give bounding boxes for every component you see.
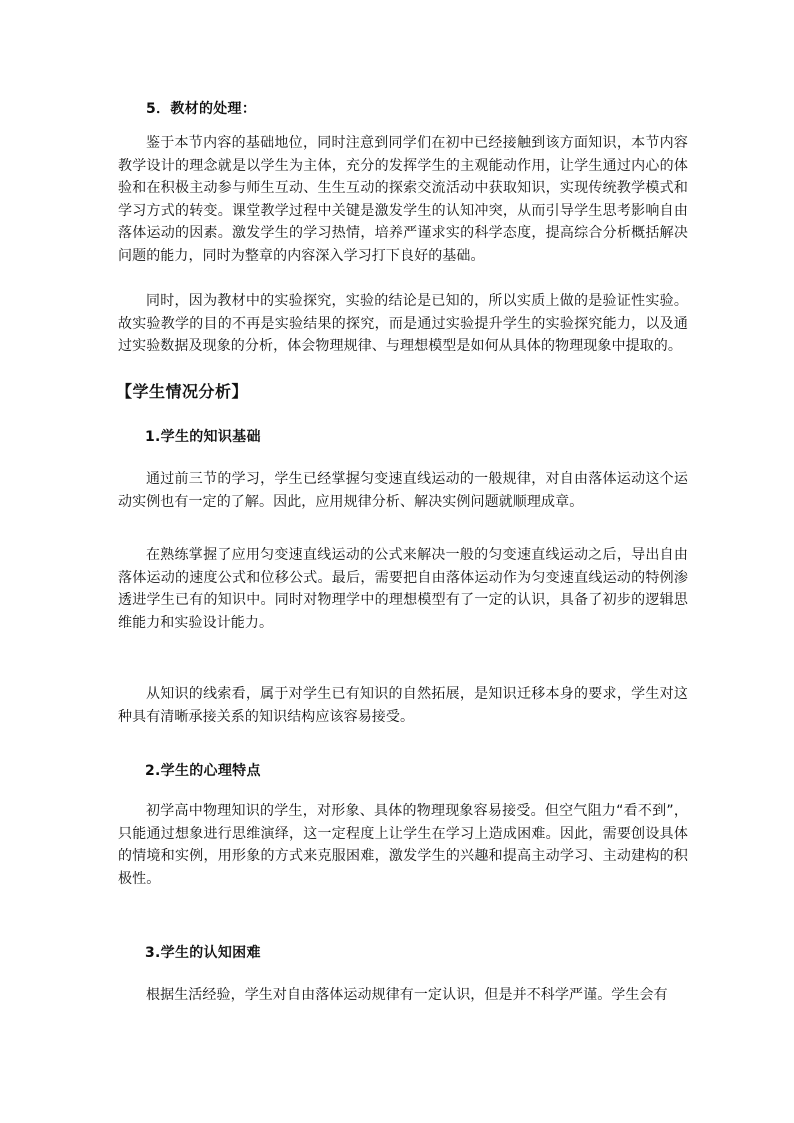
paragraph-teaching-design-concept: 鉴于本节内容的基础地位，同时注意到同学们在初中已经接触到该方面知识，本节内容教学设计的理念就是以学生为主体，充分的发挥学生的主观能动作用，让学生通过内心的体验和在积极主动参与师生互动、生生互动的探索交流活动中获取知识，实现传统教学模式和学习方式的转变。课堂教学过程中关键是激发学生的认知冲突，从而引导学生思考影响自由落体运动的因素。激发学生的学习热情，培养严谨求实的科学态度，提高综合分析概括解决问题的能力，同时为整章的内容深入学习打下良好的基础。 [118,135,688,264]
subheading-knowledge-base: 1.学生的知识基础 [145,429,261,445]
section-title-student-analysis: 【学生情况分析】 [116,382,249,401]
paragraph-formula-derivation: 在熟练掌握了应用匀变速直线运动的公式来解决一般的匀变速直线运动之后，导出自由落体运动的速度公式和位移公式。最后，需要把自由落体运动作为匀变速直线运动的特例渗透进学生已有的知识中。同时对物理学中的理想模型有了一定的认识，具备了初步的逻辑思维能力和实验设计能力。 [118,547,688,631]
subheading-psychological-traits: 2.学生的心理特点 [145,763,261,779]
paragraph-cognitive-difficulty: 根据生活经验，学生对自由落体运动规律有一定认识，但是并不科学严谨。学生会有 [146,987,668,1003]
subheading-cognitive-difficulty: 3.学生的认知困难 [145,945,261,961]
paragraph-knowledge-thread: 从知识的线索看，属于对学生已有知识的自然拓展，是知识迁移本身的要求，学生对这种具有清晰承接关系的知识结构应该容易接受。 [118,686,688,725]
paragraph-prior-learning: 通过前三节的学习，学生已经掌握匀变速直线运动的一般规律，对自由落体运动这个运动实例也有一定的了解。因此，应用规律分析、解决实例问题就顺理成章。 [118,471,688,510]
heading-teaching-material-processing: 5．教材的处理： [146,101,257,117]
paragraph-experiment-verification: 同时，因为教材中的实验探究，实验的结论是已知的，所以实质上做的是验证性实验。故实验教学的目的不再是实验结果的探究，而是通过实验提升学生的实验探究能力，以及通过实验数据及现象的分析，体会物理规律、与理想模型是如何从具体的物理现象中提取的。 [118,293,688,354]
paragraph-psychology: 初学高中物理知识的学生，对形象、具体的物理现象容易接受。但空气阻力“看不到”，只能通过想象进行思维演绎，这一定程度上让学生在学习上造成困难。因此，需要创设具体的情境和实例，用形象的方式来克服困难，激发学生的兴趣和提高主动学习、主动建构的积极性。 [118,803,688,887]
